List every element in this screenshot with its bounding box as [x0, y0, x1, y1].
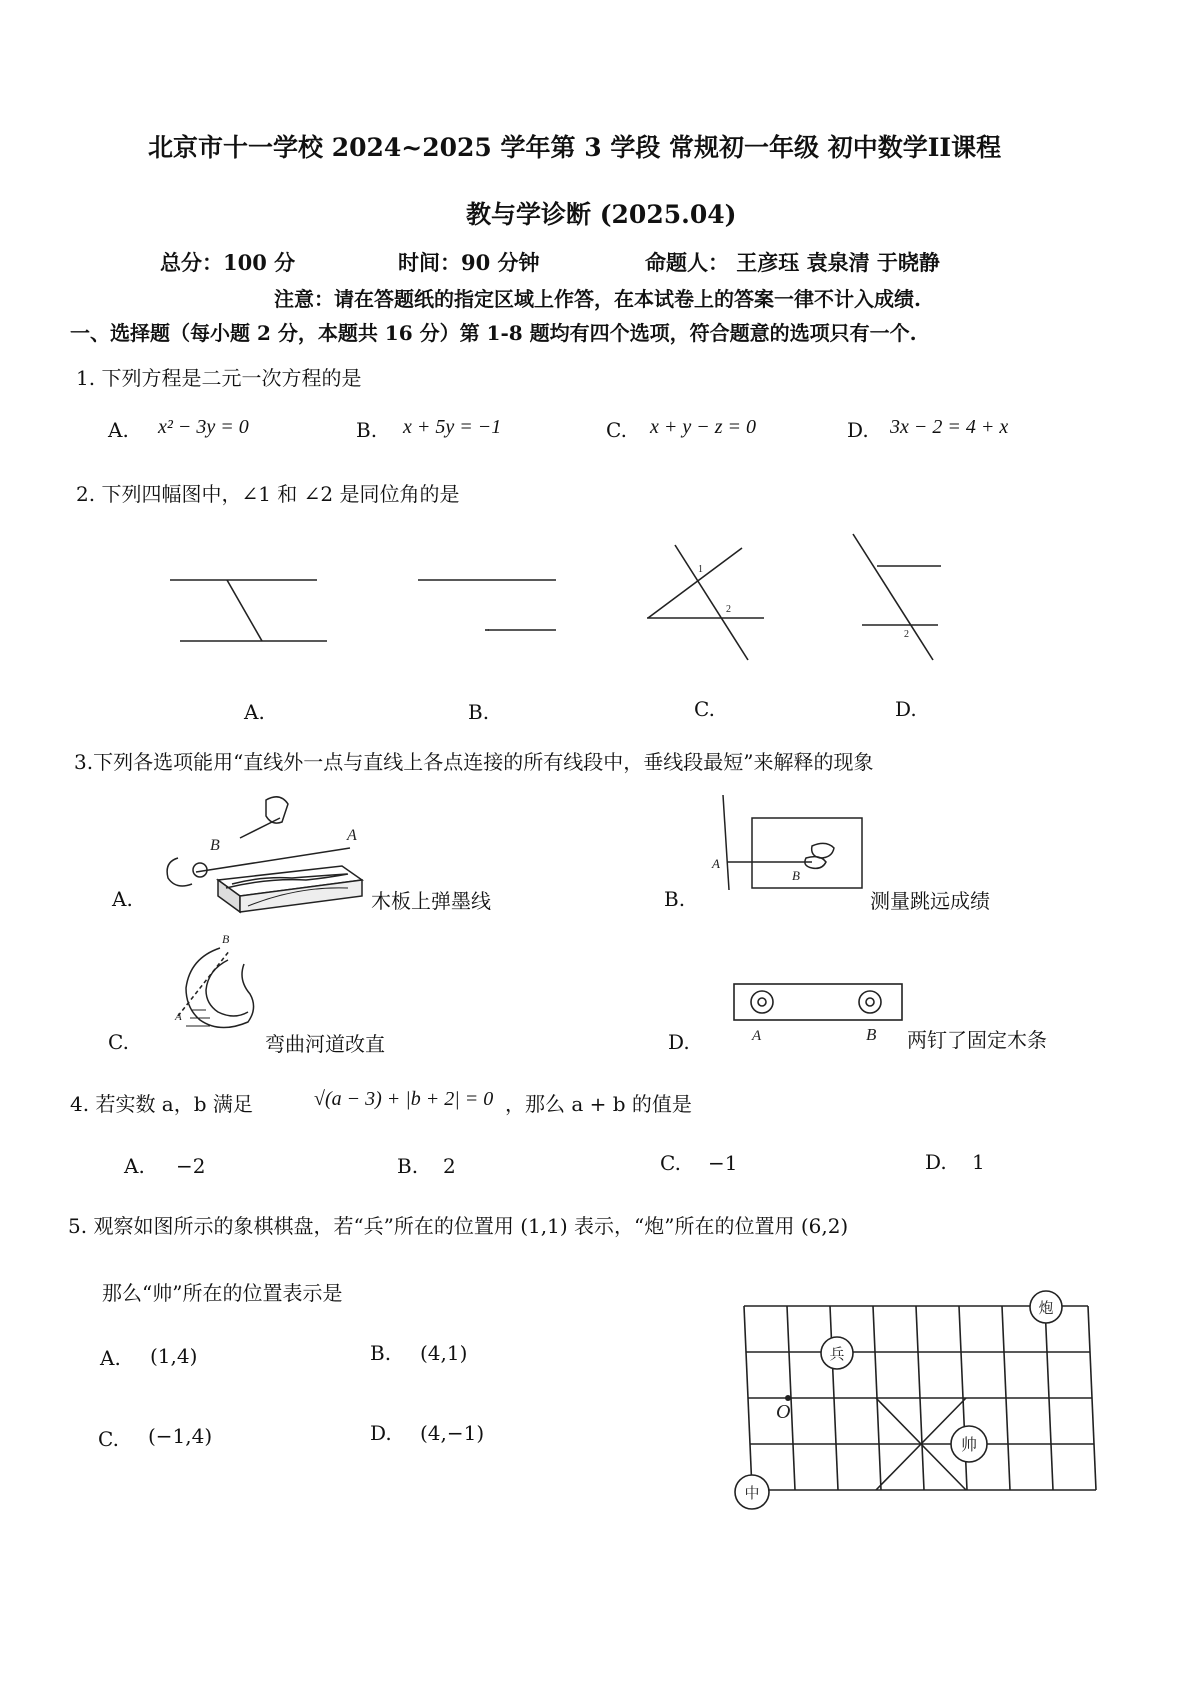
- q1-option-d-label: D.: [847, 418, 869, 442]
- q5-option-a-label: A.: [100, 1346, 121, 1370]
- piece-shuai-label: 帅: [960, 1435, 978, 1454]
- q3-option-b-caption: 测量跳远成绩: [870, 889, 990, 913]
- q1-stem: 1. 下列方程是二元一次方程的是: [76, 366, 362, 390]
- piece-zhong-label: 中: [744, 1484, 760, 1502]
- q1-option-c-label: C.: [606, 418, 627, 442]
- q5-option-b: (4,1): [420, 1341, 468, 1365]
- q5-option-d-label: D.: [370, 1421, 392, 1445]
- q3-fig-a-point-b: B: [210, 837, 220, 854]
- q2-option-c-label: C.: [694, 697, 715, 721]
- q3-stem: 3.下列各选项能用“直线外一点与直线上各点连接的所有线段中，垂线段最短”来解释的现象: [74, 750, 874, 774]
- exam-title: 北京市十一学校 2024~2025 学年第 3 学段 常规初一年级 初中数学II课程: [148, 133, 1002, 162]
- q5-option-a: (1,4): [150, 1344, 198, 1368]
- q1-option-b-label: B.: [356, 418, 378, 442]
- q3-fig-b-point-b: B: [792, 868, 800, 883]
- q4-option-c: −1: [708, 1151, 738, 1175]
- q3-fig-d-point-a: A: [752, 1028, 762, 1044]
- q3-option-c-label: C.: [108, 1030, 129, 1054]
- q4-option-b-label: B.: [397, 1154, 419, 1178]
- q5-option-c-label: C.: [98, 1427, 119, 1451]
- q4-option-d: 1: [972, 1150, 985, 1174]
- q5-option-d: (4,−1): [420, 1421, 485, 1445]
- q5-option-c: (−1,4): [148, 1424, 213, 1448]
- q4-option-a: −2: [176, 1154, 206, 1178]
- q3-fig-d-point-b: B: [866, 1025, 877, 1044]
- q2-option-b-label: B.: [468, 700, 490, 724]
- q4-option-d-label: D.: [925, 1150, 947, 1174]
- piece-pao-label: 炮: [1038, 1299, 1054, 1317]
- q2-fig-c-angle2: 2: [726, 604, 731, 615]
- q2-fig-d-angle2: 2: [904, 629, 909, 640]
- exam-time: 时间：90 分钟: [398, 250, 540, 275]
- chess-grid: [744, 1306, 1096, 1490]
- q4-stem-prefix: 4. 若实数 a，b 满足: [70, 1092, 253, 1116]
- q3-option-b-label: B.: [664, 887, 686, 911]
- q2-option-d-label: D.: [895, 697, 917, 721]
- exam-subtitle: 教与学诊断 (2025.04): [466, 200, 737, 229]
- q4-stem-suffix: ，那么 a + b 的值是: [505, 1092, 692, 1116]
- q3-option-c-caption: 弯曲河道改直: [265, 1032, 385, 1056]
- q4-formula: √(a − 3) + |b + 2| = 0: [314, 1088, 494, 1110]
- q3-option-a-caption: 木板上弹墨线: [371, 889, 491, 913]
- q2-stem: 2. 下列四幅图中，∠1 和 ∠2 是同位角的是: [76, 482, 460, 506]
- q3-option-a-label: A.: [112, 887, 133, 911]
- q1-option-a: x² − 3y = 0: [158, 416, 249, 438]
- q3-fig-c-point-b: B: [222, 932, 230, 946]
- q1-option-b: x + 5y = −1: [403, 416, 502, 438]
- origin-label: O: [776, 1401, 791, 1423]
- q2-fig-c-angle1: 1: [698, 564, 703, 575]
- q1-option-a-label: A.: [108, 418, 129, 442]
- total-score: 总分：100 分: [160, 250, 296, 275]
- q3-fig-a-point-a: A: [347, 827, 357, 844]
- q4-option-c-label: C.: [660, 1151, 681, 1175]
- q4-option-b: 2: [443, 1154, 456, 1178]
- q5-stem-line1: 5. 观察如图所示的象棋棋盘，若“兵”所在的位置用 (1,1) 表示，“炮”所在的位置用 (6,2): [68, 1214, 849, 1238]
- q5-option-b-label: B.: [370, 1341, 392, 1365]
- exam-notice: 注意：请在答题纸的指定区域上作答，在本试卷上的答案一律不计入成绩.: [274, 287, 921, 311]
- q4-option-a-label: A.: [124, 1154, 145, 1178]
- q3-fig-b-point-a: A: [712, 856, 720, 871]
- q1-option-d: 3x − 2 = 4 + x: [890, 416, 1009, 438]
- q1-option-c: x + y − z = 0: [650, 416, 757, 438]
- section1-heading: 一、选择题（每小题 2 分，本题共 16 分）第 1-8 题均有四个选项，符合题意的选项只有一个.: [70, 321, 917, 345]
- piece-bing-label: 兵: [829, 1345, 845, 1363]
- q5-stem-line2: 那么“帅”所在的位置表示是: [102, 1281, 343, 1305]
- exam-authors: 命题人： 王彦珏 袁泉清 于晓静: [645, 250, 940, 275]
- q3-option-d-caption: 两钉了固定木条: [907, 1028, 1047, 1052]
- q3-option-d-label: D.: [668, 1030, 690, 1054]
- q3-fig-c-point-a: A: [175, 1011, 182, 1023]
- q2-option-a-label: A.: [244, 700, 265, 724]
